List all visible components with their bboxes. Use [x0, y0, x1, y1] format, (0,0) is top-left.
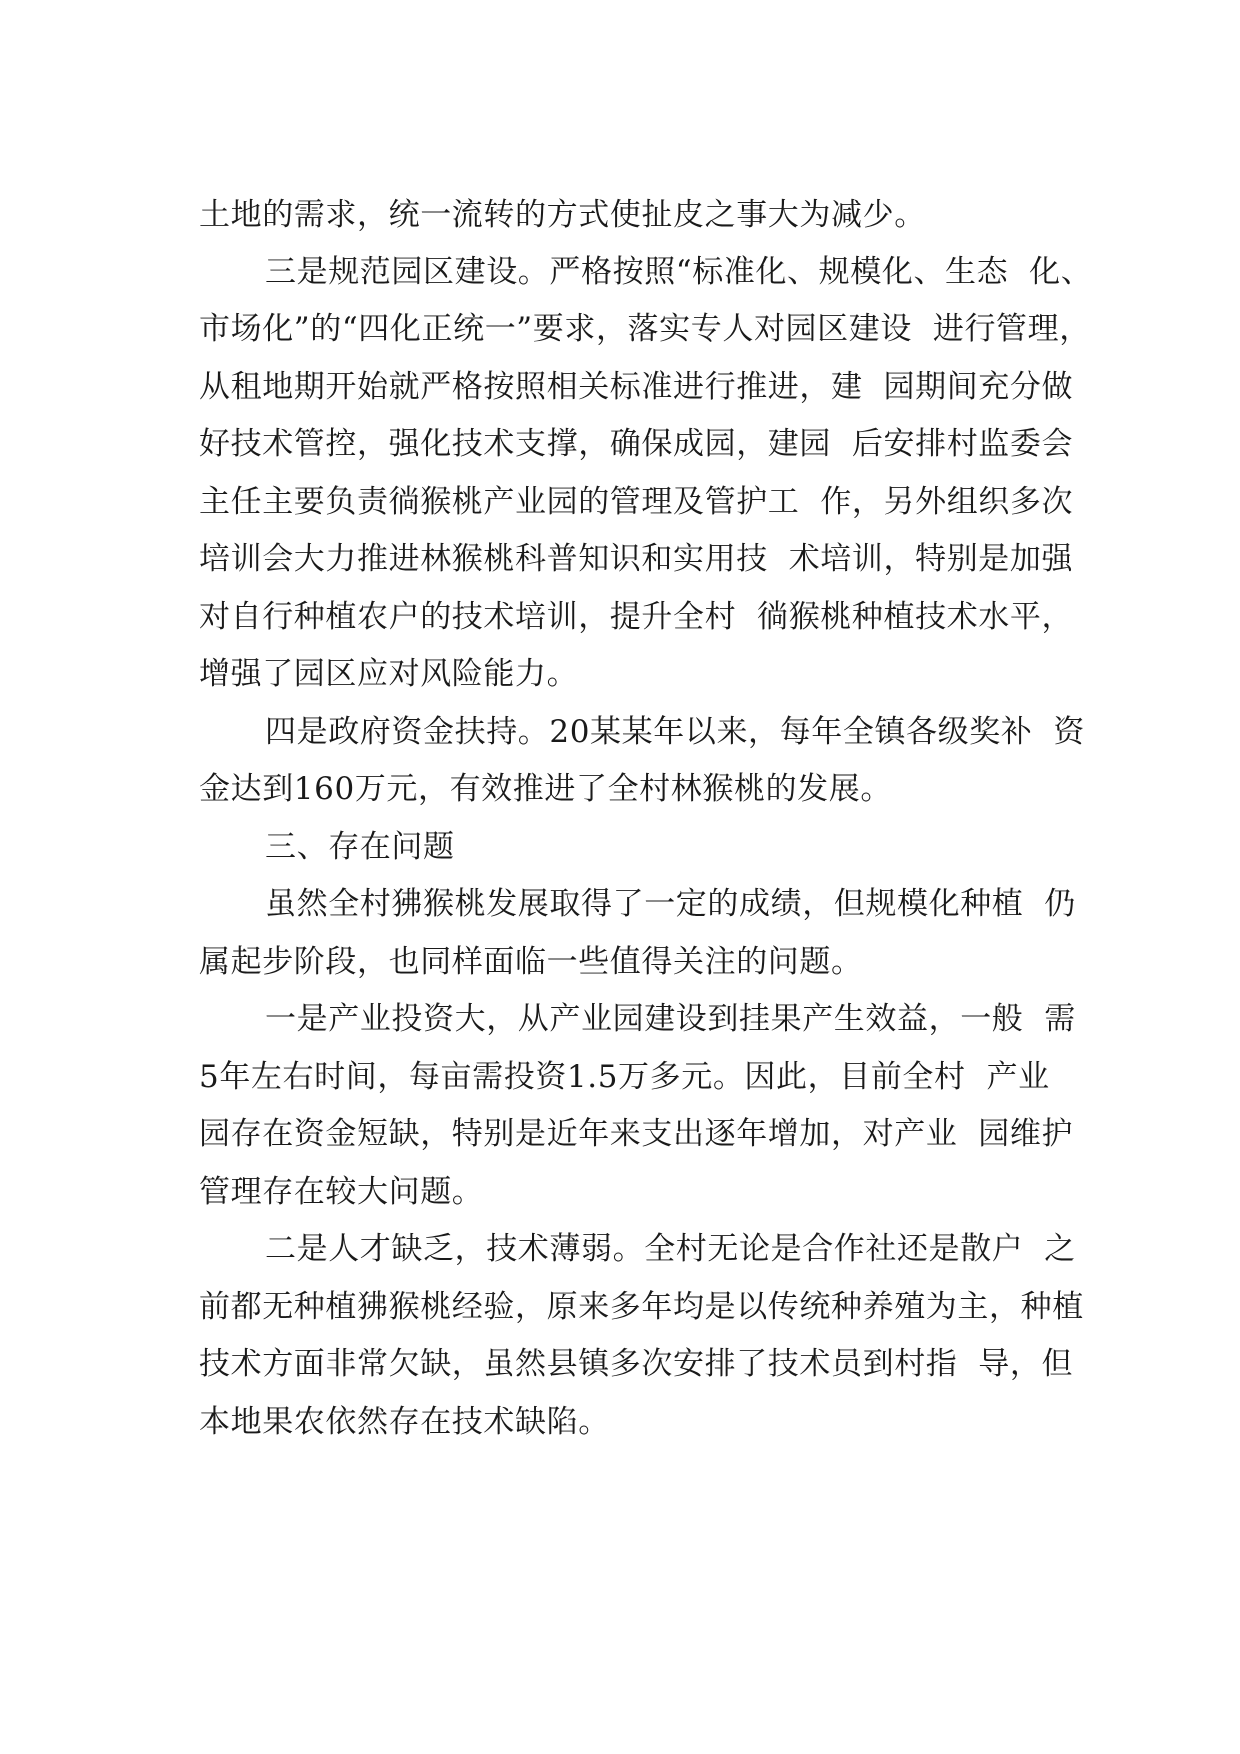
text-line-8: 对自行种植农户的技术培训，提升全村 徜猴桃种植技术水平， [199, 599, 1074, 635]
text-line-3: 市场化”的“四化正统一”要求，落实专人对园区建设 进行管理， [199, 311, 1091, 347]
text-line-9: 增强了园区应对风险能力。 [199, 656, 579, 692]
text-line-21: 技术方面非常欠缺，虽然县镇多次安排了技术员到村指 导，但 [199, 1346, 1074, 1382]
text-line-15: 一是产业投资大，从产业园建设到挂果产生效益，一般 需 [265, 1001, 1076, 1037]
text-line-2: 三是规范园区建设。严格按照“标准化、规模化、生态 化、 [265, 254, 1093, 290]
text-line-20: 前都无种植狒猴桃经验，原来多年均是以传统种养殖为主，种植 [199, 1289, 1084, 1325]
text-line-17: 园存在资金短缺，特别是近年来支出逐年增加，对产业 园维护 [199, 1116, 1074, 1152]
text-line-18: 管理存在较大问题。 [199, 1174, 484, 1210]
text-line-22: 本地果农依然存在技术缺陷。 [199, 1404, 610, 1440]
text-line-14: 属起步阶段，也同样面临一些值得关注的问题。 [199, 944, 863, 980]
text-line-5: 好技术管控，强化技术支撑，确保成园，建园 后安排村监委会 [199, 426, 1074, 462]
text-line-1: 土地的需求，统一流转的方式使扯皮之事大为减少。 [199, 197, 926, 233]
text-line-10: 四是政府资金扶持。20某某年以来，每年全镇各级奖补 资 [265, 714, 1085, 750]
text-line-19: 二是人才缺乏，技术薄弱。全村无论是合作社还是散户 之 [265, 1231, 1076, 1267]
text-line-16: 5年左右时间，每亩需投资1.5万多元。因此，目前全村 产业 [199, 1059, 1050, 1095]
text-line-11: 金达到160万元，有效推进了全村林猴桃的发展。 [199, 771, 892, 807]
text-line-6: 主任主要负责徜猴桃产业园的管理及管护工 作，另外组织多次 [199, 484, 1074, 520]
text-line-13: 虽然全村狒猴桃发展取得了一定的成绩，但规模化种植 仍 [265, 886, 1076, 922]
section-heading: 三、存在问题 [265, 829, 455, 865]
text-line-7: 培训会大力推进林猴桃科普知识和实用技 术培训，特别是加强 [199, 541, 1074, 577]
text-line-4: 从租地期开始就严格按照相关标准进行推进，建 园期间充分做 [199, 369, 1074, 405]
